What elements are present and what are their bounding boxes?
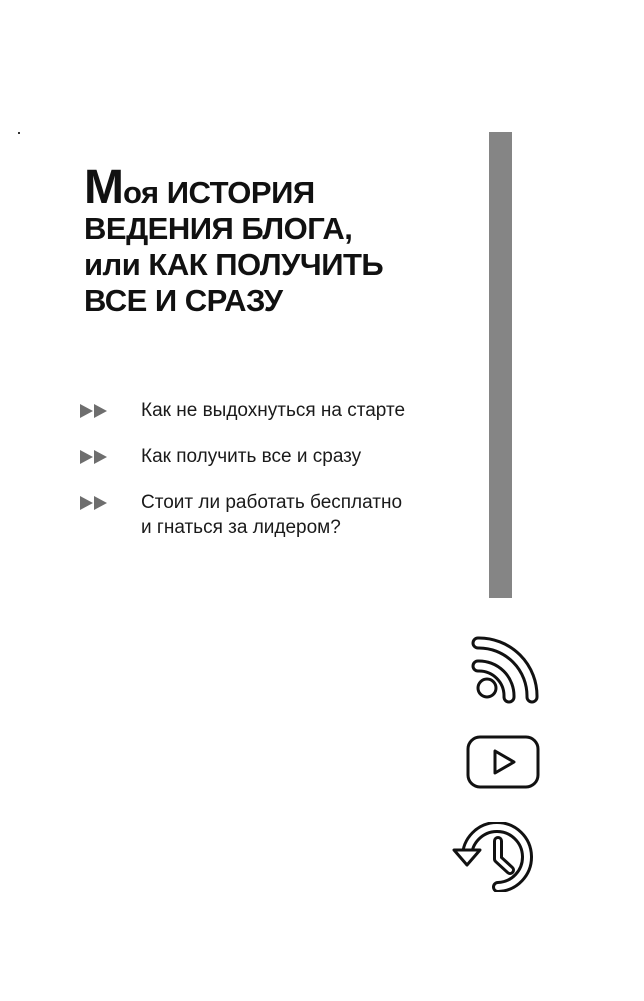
arrows-icon bbox=[80, 404, 108, 418]
scan-speck bbox=[18, 132, 20, 134]
title-line-3-text: КАК ПОЛУЧИТЬ bbox=[140, 247, 384, 282]
list-item-text: Как получить все и сразу bbox=[141, 446, 362, 467]
title-line-3-lower: или bbox=[84, 247, 141, 282]
play-button-icon bbox=[466, 735, 540, 789]
rss-icon bbox=[470, 634, 540, 704]
history-icon bbox=[451, 822, 537, 892]
title-line-2: ВЕДЕНИЯ БЛОГА, bbox=[84, 211, 353, 246]
list-item-text-continued: и гнаться за лидером? bbox=[141, 517, 341, 538]
title-drop-cap: М bbox=[84, 161, 123, 214]
side-accent-bar bbox=[489, 132, 512, 598]
arrows-icon bbox=[80, 450, 108, 464]
title-line-3 bbox=[84, 247, 383, 283]
list-item-text: Стоит ли работать бесплатно bbox=[141, 492, 403, 513]
chapter-title bbox=[84, 161, 384, 319]
list-item bbox=[80, 490, 405, 540]
title-line-4: ВСЕ И СРАЗУ bbox=[84, 283, 283, 318]
topic-list bbox=[80, 398, 405, 540]
list-item bbox=[80, 398, 405, 423]
list-item bbox=[80, 444, 405, 469]
arrows-icon bbox=[80, 496, 108, 510]
list-item-text: Как не выдохнуться на старте bbox=[141, 400, 406, 421]
title-line-1 bbox=[84, 161, 383, 214]
title-line-1-text: оя ИСТОРИЯ bbox=[122, 175, 315, 210]
